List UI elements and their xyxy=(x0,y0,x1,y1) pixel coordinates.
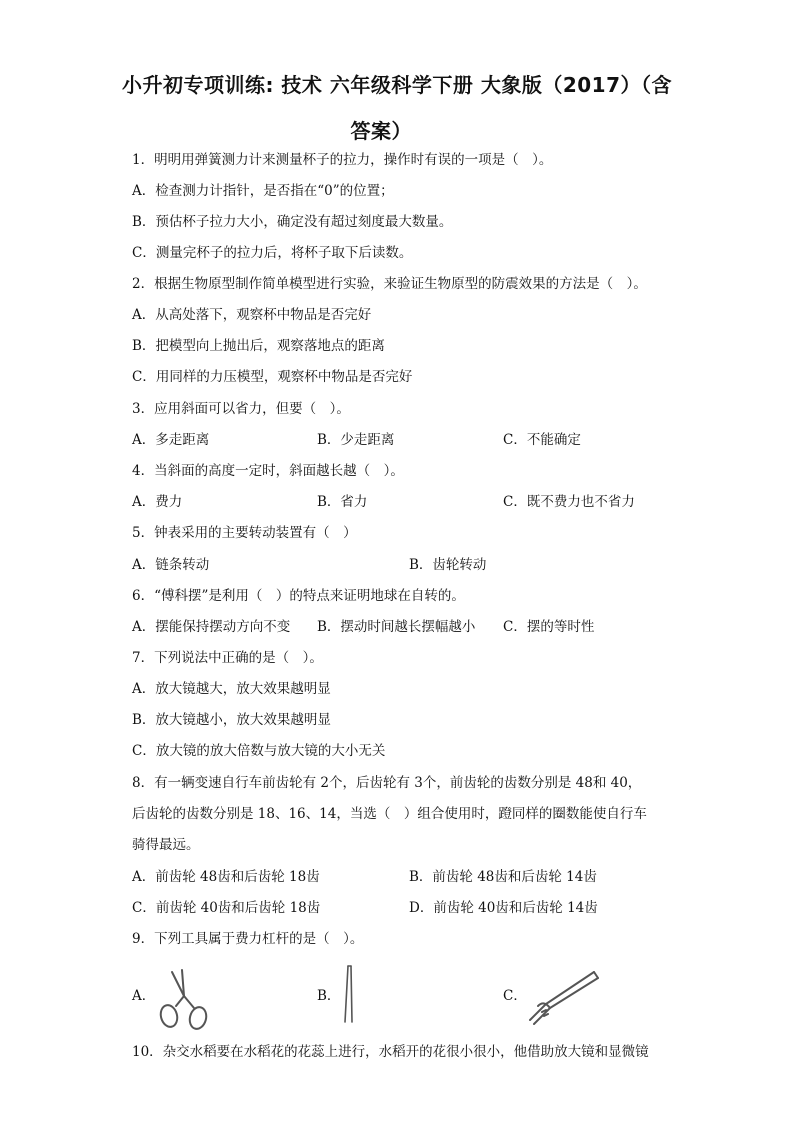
q8-option-a[interactable]: A．前齿轮 48齿和后齿轮 18齿 xyxy=(132,869,320,885)
q1-option-c[interactable]: C．测量完杯子的拉力后，将杯子取下后读数。 xyxy=(132,245,413,261)
q9-stem: 9．下列工具属于费力杠杆的是（ ）。 xyxy=(132,931,364,947)
q7-option-a[interactable]: A．放大镜越大，放大效果越明显 xyxy=(132,681,331,697)
q7-option-c[interactable]: C．放大镜的放大倍数与放大镜的大小无关 xyxy=(132,743,386,759)
q7-option-b[interactable]: B．放大镜越小，放大效果越明显 xyxy=(132,712,331,728)
title-line-1: 小升初专项训练: 技术 六年级科学下册 大象版（2017）（含 xyxy=(121,73,673,97)
q8-stem-line-3: 骑得最远。 xyxy=(132,837,200,853)
q4-option-b[interactable]: B．省力 xyxy=(317,494,368,510)
tweezers-icon[interactable] xyxy=(338,964,362,1028)
q8-option-b[interactable]: B．前齿轮 48齿和后齿轮 14齿 xyxy=(409,869,597,885)
q4-option-c[interactable]: C．既不费力也不省力 xyxy=(503,494,635,510)
q8-stem-line-1: 8．有一辆变速自行车前齿轮有 2个，后齿轮有 3个，前齿轮的齿数分别是 48和 40， xyxy=(132,775,642,791)
q8-option-d[interactable]: D．前齿轮 40齿和后齿轮 14齿 xyxy=(409,900,598,916)
q1-option-b[interactable]: B．预估杯子拉力大小，确定没有超过刻度最大数量。 xyxy=(132,214,453,230)
q6-option-c[interactable]: C．摆的等时性 xyxy=(503,619,595,635)
page-title xyxy=(0,62,794,154)
scissors-icon[interactable] xyxy=(154,966,214,1030)
q2-option-b[interactable]: B．把模型向上抛出后，观察落地点的距离 xyxy=(132,338,385,354)
q9-option-c-label[interactable]: C． xyxy=(503,988,527,1004)
q2-option-c[interactable]: C．用同样的力压模型，观察杯中物品是否完好 xyxy=(132,369,413,385)
title-line-2: 答案） xyxy=(350,119,412,143)
q3-stem: 3．应用斜面可以省力，但要（ ）。 xyxy=(132,401,350,417)
q1-stem: 1．明明用弹簧测力计来测量杯子的拉力，操作时有误的一项是（ ）。 xyxy=(132,152,553,168)
q9-option-b-label[interactable]: B． xyxy=(317,988,341,1004)
q5-stem: 5．钟表采用的主要转动装置有（ ） xyxy=(132,525,357,541)
q9-option-a-label[interactable]: A． xyxy=(132,988,156,1004)
q5-option-b[interactable]: B．齿轮转动 xyxy=(409,557,487,573)
q7-stem: 7．下列说法中正确的是（ ）。 xyxy=(132,650,323,666)
q8-option-c[interactable]: C．前齿轮 40齿和后齿轮 18齿 xyxy=(132,900,321,916)
q2-stem: 2．根据生物原型制作简单模型进行实验，来验证生物原型的防震效果的方法是（ ）。 xyxy=(132,276,647,292)
q3-option-b[interactable]: B．少走距离 xyxy=(317,432,395,448)
q8-stem-line-2: 后齿轮的齿数分别是 18、16、14，当选（ ）组合使用时，蹬同样的圈数能使自行车 xyxy=(132,806,647,822)
q3-option-c[interactable]: C．不能确定 xyxy=(503,432,581,448)
q6-stem: 6．“傅科摆”是利用（ ）的特点来证明地球在自转的。 xyxy=(132,588,465,604)
q10-stem: 10．杂交水稻要在水稻花的花蕊上进行，水稻开的花很小很小，他借助放大镜和显微镜 xyxy=(132,1044,649,1060)
q1-option-a[interactable]: A．检查测力计指针，是否指在“0”的位置； xyxy=(132,183,394,199)
q3-option-a[interactable]: A．多走距离 xyxy=(132,432,210,448)
q2-option-a[interactable]: A．从高处落下，观察杯中物品是否完好 xyxy=(132,307,372,323)
q4-option-a[interactable]: A．费力 xyxy=(132,494,183,510)
nutcracker-icon[interactable] xyxy=(524,966,604,1028)
q4-stem: 4．当斜面的高度一定时，斜面越长越（ ）。 xyxy=(132,463,404,479)
q6-option-a[interactable]: A．摆能保持摆动方向不变 xyxy=(132,619,291,635)
q5-option-a[interactable]: A．链条转动 xyxy=(132,557,210,573)
q6-option-b[interactable]: B．摆动时间越长摆幅越小 xyxy=(317,619,476,635)
